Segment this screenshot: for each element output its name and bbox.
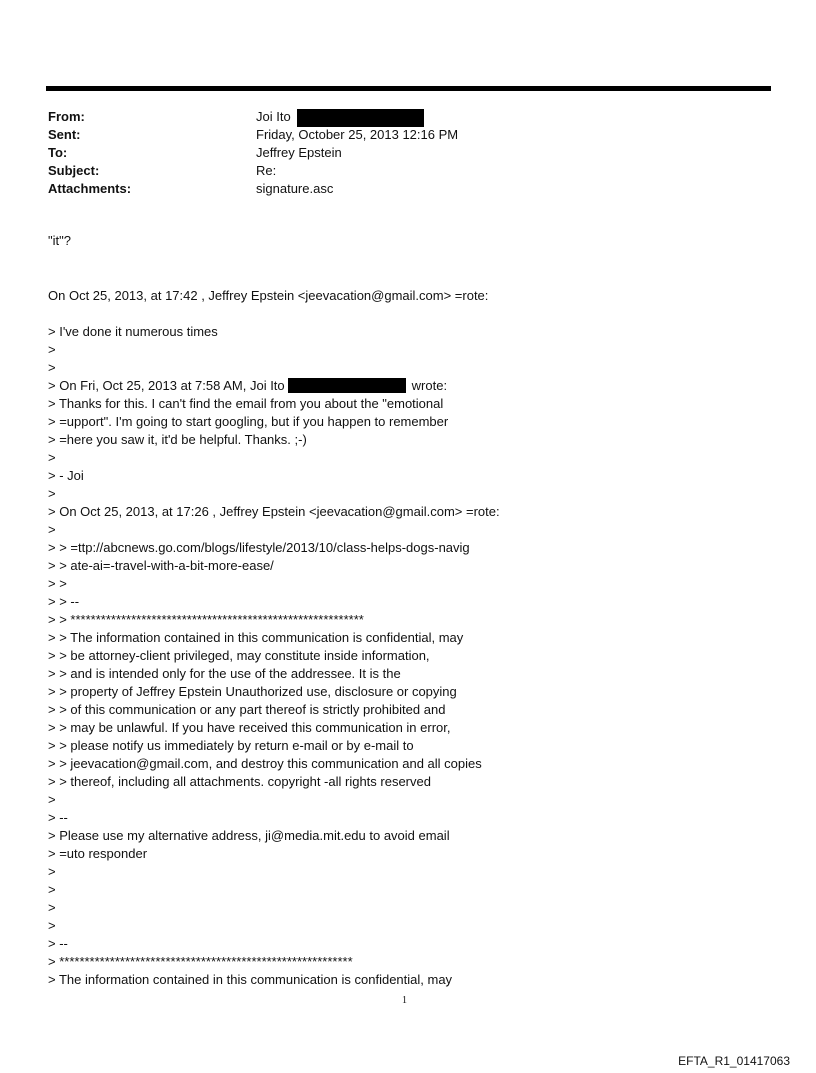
quoted-line <box>48 899 500 917</box>
quoted-line-text: On Oct 25, 2013, at 17:42 , Jeffrey Epstein <jeevacation@gmail.com> =rote: <box>48 288 489 303</box>
quoted-line <box>48 845 500 863</box>
page-number: 1 <box>402 995 407 1006</box>
subject-label: Subject: <box>48 163 100 178</box>
quoted-line-text: > On Oct 25, 2013, at 17:26 , Jeffrey Epstein <jeevacation@gmail.com> =rote: <box>48 504 500 519</box>
quoted-line-text: > Thanks for this. I can't find the email from you about the "emotional <box>48 396 444 411</box>
quoted-line <box>48 863 500 881</box>
quoted-line-text: > <box>48 882 56 897</box>
quoted-line-text: > <box>48 486 56 501</box>
quoted-line-text: > > ********************************************************** <box>48 612 364 627</box>
from-name: Joi Ito <box>256 109 291 124</box>
quoted-line-text: > > -- <box>48 594 80 609</box>
quoted-line-text: > > be attorney-client privileged, may constitute inside information, <box>48 648 430 663</box>
header-rule <box>46 86 771 91</box>
quoted-line-text: > I've done it numerous times <box>48 324 218 339</box>
quoted-line <box>48 485 500 503</box>
quoted-line-text: > > please notify us immediately by return e-mail or by e-mail to <box>48 738 414 753</box>
quoted-line-text: > > ate-ai=-travel-with-a-bit-more-ease/ <box>48 558 274 573</box>
quoted-line <box>48 449 500 467</box>
quoted-line <box>48 503 500 521</box>
quoted-line <box>48 665 500 683</box>
quoted-line-text: > <box>48 522 56 537</box>
subject-value: Re: <box>256 163 277 178</box>
reply-text <box>48 232 71 250</box>
quoted-line <box>48 773 500 791</box>
from-value <box>256 108 424 127</box>
quoted-line <box>48 647 500 665</box>
quoted-line-text: > The information contained in this communication is confidential, may <box>48 972 453 987</box>
quoted-line <box>48 683 500 701</box>
bates-number: EFTA_R1_01417063 <box>678 1054 790 1068</box>
quoted-line-text: > - Joi <box>48 468 84 483</box>
quoted-line-text: > -- <box>48 936 68 951</box>
quoted-line-text: > <box>48 918 56 933</box>
quoted-line <box>48 827 500 845</box>
quoted-line-text: > > =ttp://abcnews.go.com/blogs/lifestyle/2013/10/class-helps-dogs-navig <box>48 540 470 555</box>
quoted-line <box>48 809 500 827</box>
quoted-line-text: > <box>48 900 56 915</box>
quoted-line-text: > <box>48 342 56 357</box>
quoted-line <box>48 719 500 737</box>
quoted-line <box>48 323 500 341</box>
quoted-line <box>48 305 500 323</box>
quoted-line <box>48 791 500 809</box>
to-value: Jeffrey Epstein <box>256 145 342 160</box>
from-redaction <box>297 109 424 127</box>
quoted-line <box>48 557 500 575</box>
quoted-line <box>48 359 500 377</box>
sent-value: Friday, October 25, 2013 12:16 PM <box>256 127 459 142</box>
quoted-line <box>48 611 500 629</box>
quoted-line-text: > > The information contained in this communication is confidential, may <box>48 630 464 645</box>
quoted-line-text: > > thereof, including all attachments. copyright -all rights reserved <box>48 774 431 789</box>
quoted-line <box>48 413 500 431</box>
quoted-line <box>48 287 500 305</box>
quoted-line <box>48 593 500 611</box>
attachment-file[interactable]: signature.asc <box>256 181 334 196</box>
quoted-line <box>48 539 500 557</box>
quoted-line <box>48 341 500 359</box>
quoted-line <box>48 737 500 755</box>
quoted-line-text: > On Fri, Oct 25, 2013 at 7:58 AM, Joi Ito <box>48 378 285 393</box>
quoted-line-text: > <box>48 450 56 465</box>
from-label: From: <box>48 109 85 124</box>
quoted-line <box>48 629 500 647</box>
quoted-line-text: > > property of Jeffrey Epstein Unauthorized use, disclosure or copying <box>48 684 457 699</box>
wrote-suffix: wrote: <box>411 378 448 393</box>
quoted-line <box>48 395 500 413</box>
quoted-line <box>48 431 500 449</box>
quoted-line <box>48 521 500 539</box>
quoted-line-text: > =upport". I'm going to start googling, but if you happen to remember <box>48 414 449 429</box>
quoted-line-text: > <box>48 792 56 807</box>
quoted-line-text: > Please use my alternative address, ji@media.mit.edu to avoid email <box>48 828 450 843</box>
quoted-line <box>48 467 500 485</box>
quoted-line-text: > -- <box>48 810 68 825</box>
to-label: To: <box>48 145 68 160</box>
quoted-line-text: > > and is intended only for the use of the addressee. It is the <box>48 666 401 681</box>
quoted-line <box>48 953 500 971</box>
quoted-line-text: > =here you saw it, it'd be helpful. Thanks. ;-) <box>48 432 307 447</box>
quoted-line-text: > > of this communication or any part thereof is strictly prohibited and <box>48 702 446 717</box>
reply-line: "it"? <box>48 233 71 248</box>
quoted-line-text: > ********************************************************** <box>48 954 353 969</box>
quoted-line <box>48 755 500 773</box>
quoted-line <box>48 377 500 395</box>
email-redaction <box>288 378 406 393</box>
quoted-line-text: > <box>48 360 56 375</box>
quoted-line-text: > > jeevacation@gmail.com, and destroy this communication and all copies <box>48 756 482 771</box>
quoted-line-text: > <box>48 864 56 879</box>
quoted-line-text: > > may be unlawful. If you have received this communication in error, <box>48 720 451 735</box>
quoted-thread <box>48 287 500 989</box>
quoted-line-text: > > <box>48 576 67 591</box>
quoted-line <box>48 701 500 719</box>
quoted-line <box>48 575 500 593</box>
quoted-line-text: > =uto responder <box>48 846 148 861</box>
sent-label: Sent: <box>48 127 81 142</box>
attachments-label: Attachments: <box>48 181 132 196</box>
quoted-line <box>48 881 500 899</box>
quoted-line <box>48 971 500 989</box>
quoted-line <box>48 917 500 935</box>
quoted-line <box>48 935 500 953</box>
